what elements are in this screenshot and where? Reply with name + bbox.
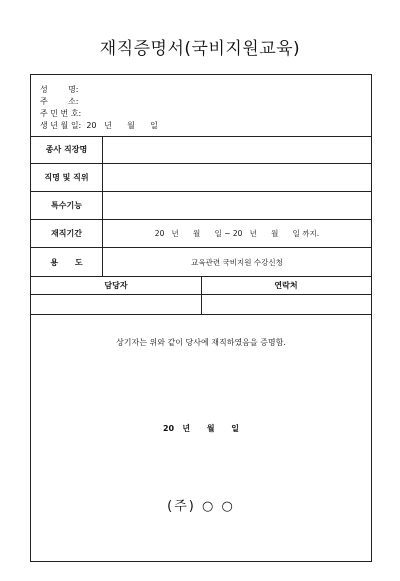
column-divider [201,277,202,315]
purpose-row [31,248,371,277]
period-label: 재직기간 [31,220,103,247]
company-row [31,136,371,164]
certification-statement: 상기자는 위와 같이 당사에 재직하였음을 증명함. [116,338,286,347]
issuing-company-name: (주) ○ ○ [167,499,235,514]
contact-value[interactable] [201,295,371,314]
period-row [31,220,371,248]
position-row [31,164,371,192]
skill-value[interactable] [103,192,371,219]
skill-label: 특수기능 [31,192,103,219]
document-title: 재직증명서(국비지원교육) [99,39,301,59]
purpose-label: 용 도 [31,248,103,276]
personal-info-section [31,75,371,137]
name-field[interactable]: 성 명: [40,85,79,94]
contact-header: 연락처 [274,281,298,290]
issue-date: 20 년 월 일 [162,424,240,433]
company-value[interactable] [103,136,371,163]
resident-number-field[interactable]: 주 민 번 호: [40,109,82,118]
period-value[interactable]: 20 년 월 일 ~ 20 년 월 일 까지. [154,229,320,238]
manager-header: 담당자 [104,281,128,290]
position-label: 직명 및 직위 [31,164,103,191]
skill-row [31,192,371,220]
purpose-value: 교육관련 국비지원 수강신청 [191,257,283,267]
certificate-form [30,74,372,562]
address-field[interactable]: 주 소: [40,97,79,106]
birth-date-field[interactable]: 생 년 월 일: 20 년 월 일 [40,121,158,130]
company-label: 종사 직장명 [31,136,103,163]
position-value[interactable] [103,164,371,191]
manager-value[interactable] [31,295,201,314]
